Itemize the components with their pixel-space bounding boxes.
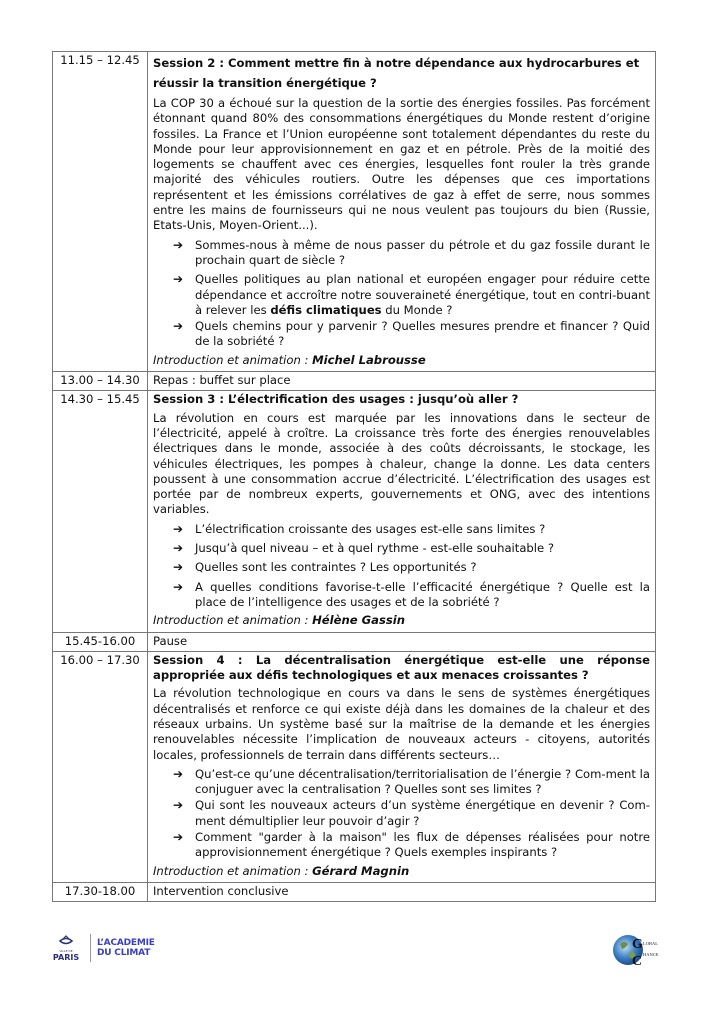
arrow-right-icon: ➔ [173, 237, 184, 252]
question-item: ➔ Qui sont les nouveaux acteurs d’un système énergétique en devenir ? Com-ment démultiplier leur pouvoir d’agir ? [173, 798, 650, 828]
moderator-line: Introduction et animation : Gérard Magnin [153, 863, 410, 878]
paris-logo: VILLE DE PARIS [48, 935, 84, 962]
question-item: ➔ Qu’est-ce qu’une décentralisation/territorialisation de l’énergie ? Com-ment la conjuguer avec la centralisation ? Quelles sont ses limites ? [173, 766, 650, 797]
arrow-right-icon: ➔ [173, 766, 184, 781]
question-item: ➔ Comment "garder à la maison" les flux de dépenses réalisées pour notre approvisionnement énergétique ? Quels exemples inspirants ? [173, 830, 650, 860]
academie-du-climat-logo: L’ACADEMIE DU CLIMAT [97, 938, 155, 958]
program-row-conclusion [53, 882, 656, 901]
moderator-line: Introduction et animation : Hélène Gassin [153, 613, 406, 628]
program-table [52, 51, 656, 902]
question-item: ➔ L’électrification croissante des usages est-elle sans limites ? [173, 521, 546, 536]
svg-text:HANCE: HANCE [643, 952, 659, 957]
partner-logos [48, 934, 155, 962]
moderator-name: Gérard Magnin [312, 863, 410, 878]
program-row-session-4 [53, 651, 656, 882]
session-description: La COP 30 a échoué sur la question de la sortie des énergies fossiles. Pas forcément étonnant quand 80% des consommations énergétiques du Monde restent d’origine fossiles. La France et l’Union européenne sont totalement dépendantes du reste du Monde pour leur approvisionnement en gaz et en pétrole. Près de la moitié des logements se chauffent avec ces énergies, lesquelles font rouler la très grande majorité des véhicules routiers. Outre les dépenses que ces importations représentent et les émissions corrélatives de gaz à effet de serre, nous sommes entre les mains de fournisseurs qui ne nous veulent pas toujours du bien (Russie, Etats-Unis, Moyen-Orient...). [153, 96, 650, 233]
session-title: Session 4 : La décentralisation énergétique est-elle une réponse appropriée aux défis technologiques et aux menaces croissantes ? [153, 652, 650, 683]
question-item: ➔ Quelles sont les contraintes ? Les opportunités ? [173, 560, 477, 575]
arrow-right-icon: ➔ [173, 521, 184, 536]
break-label: Repas : buffet sur place [148, 372, 656, 391]
arrow-right-icon: ➔ [173, 579, 184, 594]
time-slot: 13.00 – 14.30 [53, 372, 148, 391]
session-title: Session 2 : Comment mettre fin à notre dépendance aux hydrocarbures et réussir la transition énergétique ? [153, 56, 640, 90]
arrow-right-icon: ➔ [173, 272, 184, 287]
logo-divider [90, 934, 91, 962]
question-list [153, 522, 650, 610]
svg-text:LOBAL: LOBAL [643, 941, 658, 946]
question-item: ➔ Quelles politiques au plan national et européen engager pour réduire cette dépendance et accroître notre souveraineté énergétique, tout en contri-buant à relever les défis climatiques du Monde ? [173, 272, 650, 317]
program-row-lunch [53, 372, 656, 391]
session-description: La révolution en cours est marquée par les innovations dans le secteur de l’électricité, appelé à croître. La croissance très forte des énergies renouvelables électriques dans le monde, associée à des coûts décroissants, le stockage, les véhicules électriques, les pompes à chaleur, change la donne. Les data centers poussent à une consommation accrue d’électricité. L’électrification des usages est portée par de nombreux experts, gouvernements et ONG, avec des intentions variables. [153, 410, 650, 517]
arrow-right-icon: ➔ [173, 798, 184, 813]
question-item: ➔ Quels chemins pour y parvenir ? Quelles mesures prendre et financer ? Quid de la sobriété ? [173, 319, 650, 349]
paris-ship-icon [58, 935, 74, 949]
time-slot: 17.30-18.00 [53, 882, 148, 901]
svg-text:C: C [632, 954, 643, 968]
question-item: ➔ Sommes-nous à même de nous passer du pétrole et du gaz fossile durant le prochain quart de siècle ? [173, 237, 650, 267]
arrow-right-icon: ➔ [173, 541, 184, 556]
time-slot: 14.30 – 15.45 [53, 391, 148, 632]
break-label: Pause [148, 632, 656, 651]
time-slot: 15.45-16.00 [53, 632, 148, 651]
question-item: ➔ A quelles conditions favorise-t-elle l’efficacité énergétique ? Quelle est la place de l’intelligence des usages et de la sobriété ? [173, 579, 650, 609]
program-row-pause [53, 632, 656, 651]
svg-text:G: G [632, 937, 643, 952]
arrow-right-icon: ➔ [173, 830, 184, 845]
time-slot: 11.15 – 12.45 [53, 52, 148, 372]
break-label: Intervention conclusive [148, 882, 656, 901]
session-description: La révolution technologique en cours va dans le sens de systèmes énergétiques décentralisés et renforce ce qui existe déjà dans les domaines de la chaleur et des réseaux urbains. Un système basé sur la maîtrise de la demande et les énergies renouvelables nécessite l’implication de nouveaux acteurs - citoyens, autorités locales, professionnels de terrain dans différents secteurs… [153, 686, 650, 762]
moderator-line: Introduction et animation : Michel Labrousse [153, 352, 426, 367]
session-cell [148, 651, 656, 882]
session-title: Session 3 : L’électrification des usages : jusqu’où aller ? [153, 392, 519, 407]
program-row-session-3 [53, 391, 656, 632]
arrow-right-icon: ➔ [173, 560, 184, 575]
arrow-right-icon: ➔ [173, 319, 184, 334]
moderator-name: Michel Labrousse [312, 352, 426, 367]
program-row-session-2 [53, 52, 656, 372]
global-chance-logo [612, 932, 672, 968]
question-list [153, 238, 650, 350]
globe-icon [612, 932, 672, 968]
question-item: ➔ Jusqu’à quel niveau – et à quel rythme - est-elle souhaitable ? [173, 541, 554, 556]
time-slot: 16.00 – 17.30 [53, 651, 148, 882]
emphasis: défis climatiques [270, 302, 382, 317]
session-cell [148, 52, 656, 372]
question-list [153, 767, 650, 861]
moderator-name: Hélène Gassin [312, 613, 406, 628]
session-cell [148, 391, 656, 632]
